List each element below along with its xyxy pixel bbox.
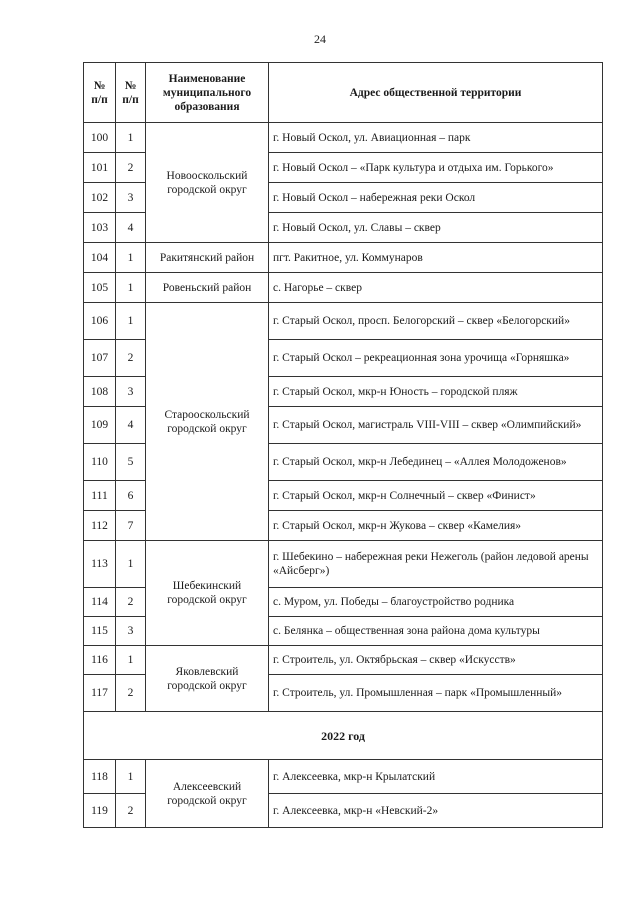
address-cell: г. Новый Оскол – набережная реки Оскол — [269, 183, 603, 213]
address-cell: пгт. Ракитное, ул. Коммунаров — [269, 243, 603, 273]
row-local-number: 1 — [116, 123, 146, 153]
header-address: Адрес общественной территории — [269, 63, 603, 123]
row-number: 119 — [84, 794, 116, 828]
row-number: 103 — [84, 213, 116, 243]
row-number: 112 — [84, 511, 116, 541]
address-cell: г. Алексеевка, мкр-н «Невский-2» — [269, 794, 603, 828]
municipality-name: Ракитянский район — [146, 243, 269, 273]
year-heading: 2022 год — [84, 712, 603, 760]
address-cell: г. Новый Оскол, ул. Славы – сквер — [269, 213, 603, 243]
row-number: 104 — [84, 243, 116, 273]
row-number: 114 — [84, 588, 116, 617]
municipality-name: Новооскольский городской округ — [146, 123, 269, 243]
municipality-name: Шебекинский городской округ — [146, 541, 269, 646]
row-local-number: 1 — [116, 541, 146, 588]
address-cell: г. Старый Оскол – рекреационная зона урочища «Горняшка» — [269, 340, 603, 377]
row-number: 111 — [84, 481, 116, 511]
municipality-name: Ровеньский район — [146, 273, 269, 303]
row-local-number: 3 — [116, 617, 146, 646]
row-number: 113 — [84, 541, 116, 588]
row-local-number: 2 — [116, 340, 146, 377]
address-cell: г. Старый Оскол, мкр-н Лебединец – «Аллея Молодоженов» — [269, 444, 603, 481]
row-number: 102 — [84, 183, 116, 213]
row-number: 116 — [84, 646, 116, 675]
row-number: 101 — [84, 153, 116, 183]
row-local-number: 5 — [116, 444, 146, 481]
row-local-number: 3 — [116, 183, 146, 213]
table-row — [84, 646, 603, 675]
municipality-name: Алексеевский городской округ — [146, 760, 269, 828]
header-num-local: № п/п — [116, 63, 146, 123]
row-local-number: 4 — [116, 407, 146, 444]
row-local-number: 4 — [116, 213, 146, 243]
municipality-name: Старооскольский городской округ — [146, 303, 269, 541]
address-cell: г. Строитель, ул. Промышленная – парк «Промышленный» — [269, 675, 603, 712]
row-local-number: 1 — [116, 273, 146, 303]
row-local-number: 1 — [116, 303, 146, 340]
row-local-number: 6 — [116, 481, 146, 511]
row-number: 100 — [84, 123, 116, 153]
address-cell: с. Белянка – общественная зона района дома культуры — [269, 617, 603, 646]
row-number: 109 — [84, 407, 116, 444]
table-row — [84, 123, 603, 153]
municipality-name: Яковлевский городской округ — [146, 646, 269, 712]
header-num-total: № п/п — [84, 63, 116, 123]
address-cell: г. Старый Оскол, магистраль VIII-VIII – сквер «Олимпийский» — [269, 407, 603, 444]
address-cell: с. Муром, ул. Победы – благоустройство родника — [269, 588, 603, 617]
row-number: 118 — [84, 760, 116, 794]
row-number: 105 — [84, 273, 116, 303]
row-number: 115 — [84, 617, 116, 646]
row-number: 117 — [84, 675, 116, 712]
address-cell: г. Старый Оскол, мкр-н Жукова – сквер «Камелия» — [269, 511, 603, 541]
table-row — [84, 273, 603, 303]
address-cell: г. Старый Оскол, просп. Белогорский – сквер «Белогорский» — [269, 303, 603, 340]
address-cell: с. Нагорье – сквер — [269, 273, 603, 303]
address-cell: г. Строитель, ул. Октябрьская – сквер «Искусств» — [269, 646, 603, 675]
table-row — [84, 760, 603, 794]
row-local-number: 2 — [116, 675, 146, 712]
row-number: 110 — [84, 444, 116, 481]
address-cell: г. Новый Оскол, ул. Авиационная – парк — [269, 123, 603, 153]
address-cell: г. Алексеевка, мкр-н Крылатский — [269, 760, 603, 794]
row-local-number: 3 — [116, 377, 146, 407]
table-row — [84, 243, 603, 273]
table-row — [84, 303, 603, 340]
row-local-number: 2 — [116, 588, 146, 617]
row-local-number: 2 — [116, 153, 146, 183]
row-local-number: 7 — [116, 511, 146, 541]
row-number: 106 — [84, 303, 116, 340]
row-local-number: 1 — [116, 760, 146, 794]
row-number: 108 — [84, 377, 116, 407]
address-cell: г. Старый Оскол, мкр-н Солнечный – сквер «Финист» — [269, 481, 603, 511]
header-municipality: Наименование муниципального образования — [146, 63, 269, 123]
year-heading-row — [84, 712, 603, 760]
page-number: 24 — [314, 32, 326, 46]
row-local-number: 2 — [116, 794, 146, 828]
row-number: 107 — [84, 340, 116, 377]
row-local-number: 1 — [116, 646, 146, 675]
row-local-number: 1 — [116, 243, 146, 273]
address-cell: г. Новый Оскол – «Парк культура и отдыха им. Горького» — [269, 153, 603, 183]
table-header-row — [84, 63, 603, 123]
territories-table — [83, 62, 603, 828]
address-cell: г. Старый Оскол, мкр-н Юность – городской пляж — [269, 377, 603, 407]
table-row — [84, 541, 603, 588]
address-cell: г. Шебекино – набережная реки Нежеголь (район ледовой арены «Айсберг») — [269, 541, 603, 588]
